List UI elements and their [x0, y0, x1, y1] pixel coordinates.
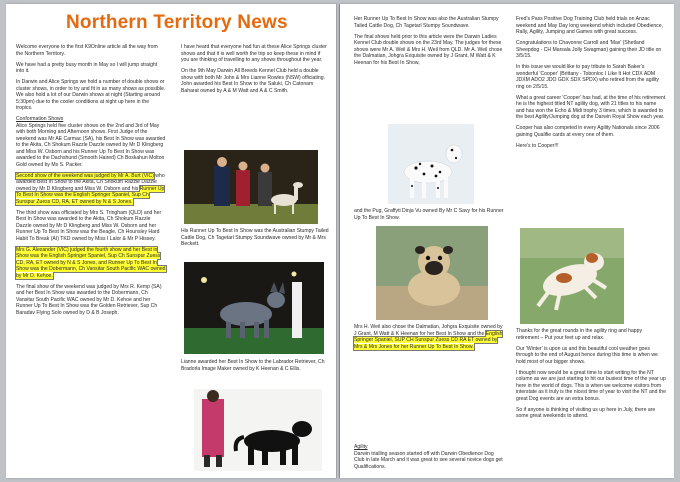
right-column-1 — [354, 16, 504, 71]
paragraph: Thanks for the great rounds in the agility ring and happy retirement – Put your feet up and relax. — [516, 328, 643, 341]
paragraph-fourth-show — [16, 247, 166, 280]
paragraph: The final shows held prior to this article were the Darwin Ladies Kennel Club double shows on the 23rd May. The judges for these shows were Mr A. Weil & Mrs H. Weil from QLD. Mr A. Weil chose the Dalmatian, Johgra Exquisite owned by J Grant, M Watt & K Heenan for his Best In Show, — [354, 33, 503, 66]
right-column-2-b — [516, 328, 666, 424]
paragraph: We have had a pretty busy month in May so I will jump straight into it. — [16, 61, 158, 74]
paragraph: His Runner Up To Best In Show was the Australian Stumpy Tailed Cattle Dog, Ch Tagetarl Stumpy Soundwave owned by Mr & Mrs Beckett. — [181, 228, 329, 247]
paragraph: In Darwin and Alice Springs we hold a number of double shows or cluster shows, in order to try and fit in as many shows as possible. We also hold a lot of our Darwin shows at night (Starting around 5:30pm) due to the cooler conditions at night up here in the tropics. — [16, 79, 166, 111]
left-page — [6, 4, 336, 478]
photo-dalmatian — [388, 124, 474, 204]
photo-cattle-dog — [184, 262, 324, 354]
paragraph: Cooper has also competed in every Agility Nationals since 2006 gaining Qualifie cards at every one of them. — [516, 125, 660, 138]
heading-conformation: Conformation Shows — [16, 116, 64, 122]
paragraph: Congratulations to Chavonne Carroll and 'Max' (Shetland Sheepdog - CH Marsala Jolly Swagman) gaining their JD title on 3/5/15. — [516, 40, 662, 59]
right-column-1-b — [354, 208, 504, 226]
photo-labrador — [194, 389, 322, 471]
paragraph: I have heard that everyone had fun at these Alice Springs cluster shows and that it is well worth the trip so keep these in mind if you are thinking of travelling to any shows throughout the year. — [181, 44, 327, 63]
paragraph: Fred's Pass Positive Dog Training Club held trials on Anzac weekend and May Day long weekend which included Obedience, Rally, Agility, Jumping and Games with great success. — [516, 16, 663, 35]
highlight: English Springer Spaniel, SUP CH Sunspur Zuess CD RA ET owned by Mrs & Mrs Jones for her Runner Up To Best In Show. — [354, 330, 503, 350]
paragraph: So if anyone is thinking of visiting us up here in July, there are some great weekends to attend. — [516, 406, 656, 419]
highlight: Runner Up To Best In Show was the English Springer Spaniel, Sup Ch Sunspur Zuess CD, RA, ET owned by N & S Jones. — [16, 185, 165, 205]
paragraph: The final show of the weekend was judged by Mrs R. Kemp (SA) and her Best In Show was awarded to the Dobermann, Ch Vansitar South Pacific WAC owned by Mr D. Kehoe and her Runner Up To Best In Show was the Golden Retriever, Sup Ch Baradav Flying Solo owned by D & B Joseph. — [16, 283, 162, 316]
paragraph: Lianne awarded her Best In Show to the Labrador Retriever, Ch Bradorla Image Maker owned by K Heenan & C Ellis. — [181, 359, 325, 372]
paragraph: Welcome everyone to the first K9Online article all the way from the Northern Territory. — [16, 44, 158, 57]
paragraph: I thought now would be a great time to start writing for the NT column as we are just starting to hit our busiest time of the year up here in the world of dogs. This is when we welcome visitors from interstate as it truly is the nicest time of year to visit the NT and the great Dog events are an extra bonus. — [516, 369, 666, 402]
right-column-2 — [516, 16, 666, 154]
paragraph: In this issue we would like to pay tribute to Sarah Baker's wonderful 'Cooper' (Brittany - Tobonloc I Like It Hot CDX ADM JDXM ADO2 JDO GDX SDX SPDX) who retired from the agility ring on 2/5/15. — [516, 64, 659, 90]
right-column-1-c — [354, 324, 504, 355]
photo-pug — [376, 226, 488, 320]
paragraph: and the Pug, Graffyti Dinja Vu owned By Mr C Savy for his Runner Up To Best In Show. — [354, 208, 504, 221]
text-run: who awarded Best In Show to the Akita, Ch Shokum Razzle Dazzle owned by Mr D Klingberg and Miss W. Osborn and his — [16, 172, 165, 192]
paragraph-weil — [354, 324, 504, 350]
page-title: Northern Territory News — [66, 12, 288, 33]
paragraph: The third show was officiated by Mrs S. Tringham (QLD) and her Best In Show was awarded to the Akita, Ch Shokum Razzle Dazzle owned by Mr D Klingberg and Miss W. Osborn and her Runner Up To Best In Show was the Beagle, Ch Hounsley Hard Habit To Break (AI) TKD owned by Miss I Lalor & Mr P Hissey. — [16, 209, 162, 242]
paragraph: Our 'Winter' is upon us and this beautiful cool weather goes through to the end of August hence during this time is when we hold most of our bigger shows. — [516, 345, 658, 365]
paragraph-second-show — [16, 173, 166, 206]
paragraph: Darwin trialling season started off with Darwin Obedience Dog Club in late March and it was great to see several novice dogs get Qualifications. — [354, 450, 503, 470]
left-column-2-c — [181, 359, 329, 377]
highlight: Second show of the weekend was judged by Mr A. Burt (VIC) — [16, 172, 154, 179]
paragraph: Her Runner Up To Best In Show was also the Australian Stumpy Tailed Cattle Dog, Ch Tagetarl Stumpy Soundwave. — [354, 16, 499, 29]
left-column-2-b — [181, 228, 329, 252]
paragraph: Here's to Cooper!!! — [516, 142, 559, 149]
text-run: Mrs H. Weil also chose the Dalmatian, Johgra Exquisite owned by J Grant, M Watt & K Heenan for her Best In Show and the — [354, 324, 503, 337]
paragraph: Alice Springs held five cluster shows on the 2nd and 3rd of May with both Morning and Afternoon shows. First Judge of the weekend was Mr AE Carmac (SA), his Best In Show was awarded to the Akita, Ch Shokum Razzle Dazzle owned by Mr D Klingberg and Miss W. Osborn and his Runner Up To Best In Show was awarded to the Dachshund (Smooth Haired) Ch Boskahun Molton Gold owned by Ms S. Packer. — [16, 122, 166, 168]
photo-saluki-show — [184, 150, 318, 224]
paragraph: On the 9th May Darwin All Breeds Kennel Club held a double show with both Mr John & Mrs Lianne Rowles (NSW) officiating. John awarded his Best In Show to the Saluki, Ch Catonam Baharat owned by A & M Watt and A & C Smith. — [181, 68, 326, 94]
paragraph: What a great career 'Cooper' has had, at the time of his retirement he is the highest titled NT agility dog, with 21 titles to his name and has won the Echo & Midi trophy 3 times, which is awarded to the best Agility/Jumping dog at the Darwin Royal Show each year. — [516, 94, 666, 120]
left-column-1 — [16, 44, 166, 321]
right-column-1-d — [354, 444, 504, 475]
highlight: Mrs G. Alexander (VIC) judged the fourth show and her Best in Show was the English Springer Spaniel, Sup Ch Sunspur Zuess CD, RA, ET owned by N & S Jones, and Runner Up To Best In Show was the Dobermann, Ch Vansitar South Pacific WAC owned by Mr D. Kehoe. — [16, 246, 166, 279]
heading-agility: Agility — [354, 444, 368, 450]
right-page — [340, 4, 674, 478]
left-column-2 — [181, 44, 329, 99]
photo-brittany-cooper — [520, 228, 624, 324]
